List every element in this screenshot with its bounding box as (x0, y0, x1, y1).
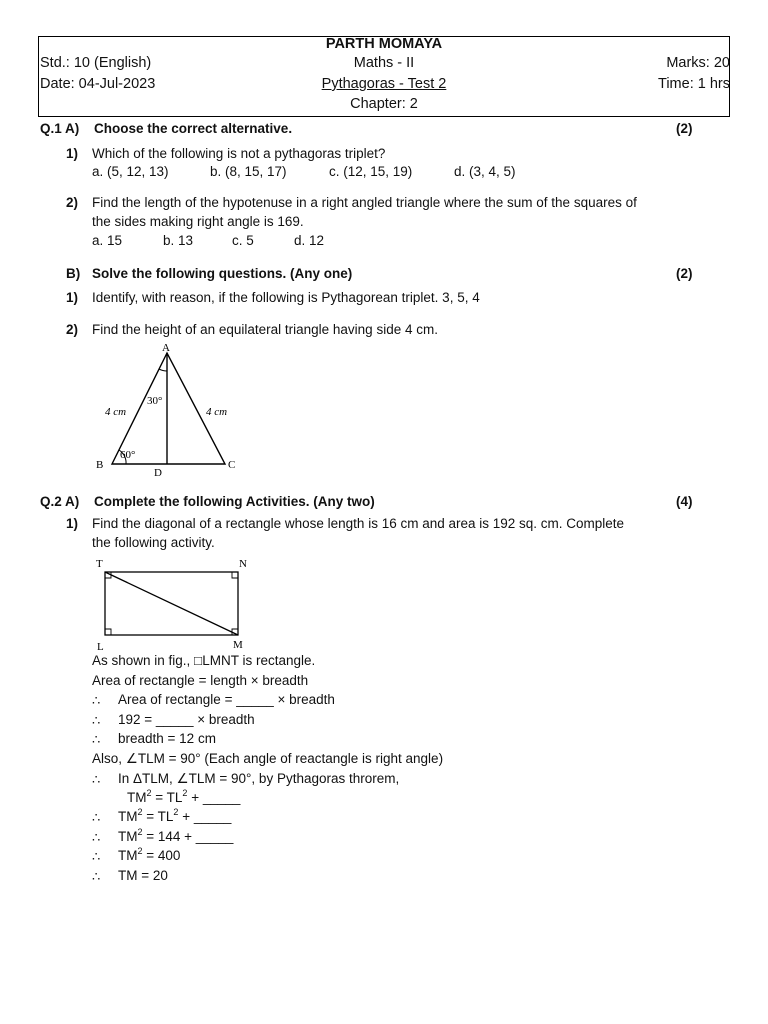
q1b-2-text: Find the height of an equilateral triangle having side 4 cm. (92, 322, 438, 337)
step-1: As shown in fig., □LMNT is rectangle. (92, 653, 316, 668)
step-4: 192 = _____ × breadth (118, 712, 255, 727)
q2-label: Q.2 A) (40, 494, 80, 509)
marks: Marks: 20 (666, 55, 730, 71)
q1a-1-opt-a: a. (5, 12, 13) (92, 164, 169, 179)
therefore-1: ∴ (92, 693, 101, 708)
side-ac-label: 4 cm (206, 406, 228, 418)
date: Date: 04-Jul-2023 (40, 76, 156, 92)
standard: Std.: 10 (English) (40, 55, 152, 71)
vertex-b: B (96, 459, 104, 471)
therefore-2: ∴ (92, 713, 101, 728)
vertex-d: D (154, 467, 162, 479)
vertex-a: A (162, 342, 170, 354)
q1b-1-num: 1) (66, 290, 79, 305)
step-7: In ΔTLM, ∠TLM = 90°, by Pythagoras throrem, (118, 771, 400, 786)
therefore-7: ∴ (92, 849, 101, 864)
q2a-1-num: 1) (66, 516, 79, 531)
school-name: PARTH MOMAYA (325, 36, 443, 52)
q1b-2-num: 2) (66, 322, 79, 337)
right-angle-n (232, 572, 238, 578)
q1a-2-opt-c: c. 5 (232, 233, 254, 248)
step-6: Also, ∠TLM = 90° (Each angle of reactangle is right angle) (92, 751, 444, 766)
q1a-marks: (2) (676, 121, 693, 136)
therefore-6: ∴ (92, 830, 101, 845)
step-8: $TM^2 = TL^2$ + _____ (127, 788, 241, 805)
step-10: $TM^2 = 144$ + _____ (118, 827, 234, 844)
time: Time: 1 hrs (658, 76, 730, 92)
q2a-1-line2: the following activity. (92, 535, 215, 550)
q1a-1-opt-c: c. (12, 15, 19) (329, 164, 413, 179)
q1a-2-opt-d: d. 12 (294, 233, 325, 248)
triangle-figure (92, 340, 252, 482)
q1a-2-opt-b: b. 13 (163, 233, 194, 248)
q1a-2-line2: the sides making right angle is 169. (92, 214, 304, 229)
diagonal-tm (105, 572, 238, 635)
test-name: Pythagoras - Test 2 (321, 76, 447, 92)
therefore-8: ∴ (92, 869, 101, 884)
q1b-label: B) (66, 266, 81, 281)
step-2: Area of rectangle = length × breadth (92, 673, 309, 688)
subject: Maths - II (353, 55, 415, 71)
q1a-1-num: 1) (66, 146, 79, 161)
step-11: $TM^2 = 400$ (118, 846, 181, 863)
therefore-5: ∴ (92, 810, 101, 825)
chapter: Chapter: 2 (350, 96, 418, 112)
step-9: $TM^2 = TL^2$ + _____ (118, 807, 232, 824)
q2a-marks: (4) (676, 494, 693, 509)
step-5: breadth = 12 cm (118, 731, 216, 746)
q1-label: Q.1 A) (40, 121, 80, 136)
vertex-m: M (233, 639, 243, 651)
q1a-2-num: 2) (66, 195, 79, 210)
vertex-n: N (239, 558, 247, 570)
step-3: Area of rectangle = _____ × breadth (118, 692, 335, 707)
therefore-4: ∴ (92, 772, 101, 787)
step-12: TM = 20 (118, 868, 168, 883)
rectangle-figure (92, 554, 262, 654)
angle-30-label: 30° (147, 395, 163, 407)
angle-60-label: 60° (120, 449, 136, 461)
q1b-marks: (2) (676, 266, 693, 281)
q1b-title: Solve the following questions. (Any one) (92, 266, 353, 281)
vertex-c: C (228, 459, 236, 471)
right-angle-l (105, 629, 111, 635)
vertex-l: L (97, 641, 104, 653)
therefore-3: ∴ (92, 732, 101, 747)
q1a-1-opt-b: b. (8, 15, 17) (210, 164, 287, 179)
q1a-2-line1: Find the length of the hypotenuse in a right angled triangle where the sum of the squares of (92, 195, 637, 210)
vertex-t: T (96, 558, 103, 570)
q1a-2-opt-a: a. 15 (92, 233, 123, 248)
q1a-1-text: Which of the following is not a pythagoras triplet? (92, 146, 386, 161)
q2a-1-line1: Find the diagonal of a rectangle whose length is 16 cm and area is 192 sq. cm. Complete (92, 516, 625, 531)
angle-arc-top (159, 369, 167, 371)
q1b-1-text: Identify, with reason, if the following is Pythagorean triplet. 3, 5, 4 (92, 290, 480, 305)
side-ab-label: 4 cm (105, 406, 127, 418)
q1a-1-opt-d: d. (3, 4, 5) (454, 164, 516, 179)
q1a-title: Choose the correct alternative. (94, 121, 293, 136)
q2a-title: Complete the following Activities. (Any two) (94, 494, 375, 509)
